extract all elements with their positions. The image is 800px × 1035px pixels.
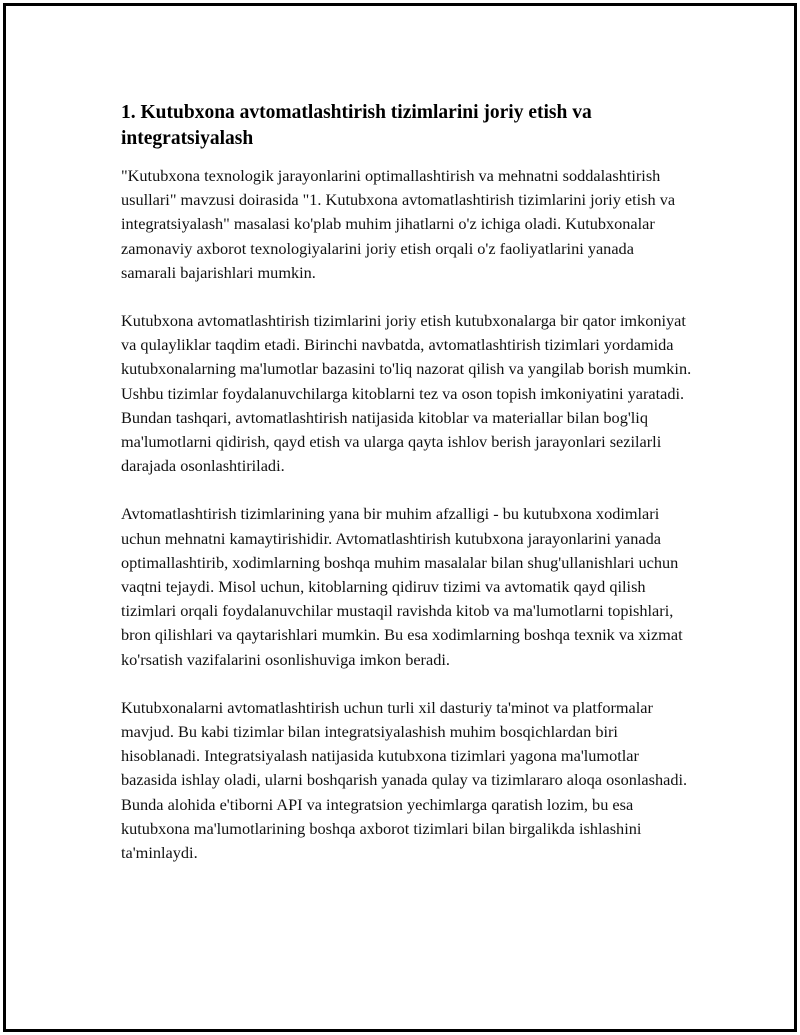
- paragraph-4: Kutubxonalarni avtomatlashtirish uchun turli xil dasturiy ta'minot va platformalar mavjud. Bu kabi tizimlar bilan integratsiyalashish muhim bosqichlardan biri hisoblanadi. Integratsiyalash natijasida kutubxona tizimlari yagona ma'lumotlar bazasida ishlay oladi, ularni boshqarish yanada qulay va tizimlararo aloqa osonlashadi. Bunda alohida e'tiborni API va integratsion yechimlarga qaratish lozim, bu esa kutubxona ma'lumotlarining boshqa axborot tizimlari bilan birgalikda ishlashini ta'minlaydi.: [121, 697, 688, 863]
- paragraph-1: "Kutubxona texnologik jarayonlarini optimallashtirish va mehnatni soddalashtirish usullari" mavzusi doirasida "1. Kutubxona avtomatlashtirish tizimlarini joriy etish va integratsiyalash" masalasi ko'plab muhim jihatlarni o'z ichiga oladi. Kutubxonalar zamonaviy axborot texnologiyalarini joriy etish orqali o'z faoliyatlarini yanada samarali bajarishlari mumkin.: [121, 166, 676, 282]
- page-frame: [3, 3, 797, 1032]
- section-heading: 1. Kutubxona avtomatlashtirish tizimlarini joriy etish va integratsiyalash: [121, 102, 592, 149]
- document-body: [121, 100, 693, 889]
- paragraph-2: Kutubxona avtomatlashtirish tizimlarini joriy etish kutubxonalarga bir qator imkoniyat va qulayliklar taqdim etadi. Birinchi navbatda, avtomatlashtirish tizimlari yordamida kutubxonalarning ma'lumotlar bazasini to'liq nazorat qilish va yangilab borish mumkin. Ushbu tizimlar foydalanuvchilarga kitoblarni tez va oson topish imkoniyatini yaratadi. Bundan tashqari, avtomatlashtirish natijasida kitoblar va materiallar bilan bog'liq ma'lumotlarni qidirish, qayd etish va ularga qayta ishlov berish jarayonlari sezilarli darajada osonlashtiriladi.: [121, 311, 692, 476]
- paragraph-3: Avtomatlashtirish tizimlarining yana bir muhim afzalligi - bu kutubxona xodimlari uchun mehnatni kamaytirishidir. Avtomatlashtirish kutubxona jarayonlarini yanada optimallashtirib, xodimlarning boshqa muhim masalalar bilan shug'ullanishlari uchun vaqtni tejaydi. Misol uchun, kitoblarning qidiruv tizimi va avtomatik qayd qilish tizimlari orqali foydalanuvchilar mustaqil ravishda kitob va ma'lumotlarni topishlari, bron qilishlari va qaytarishlari mumkin. Bu esa xodimlarning boshqa texnik va xizmat ko'rsatish vazifalarini osonlishuviga imkon beradi.: [121, 504, 683, 669]
